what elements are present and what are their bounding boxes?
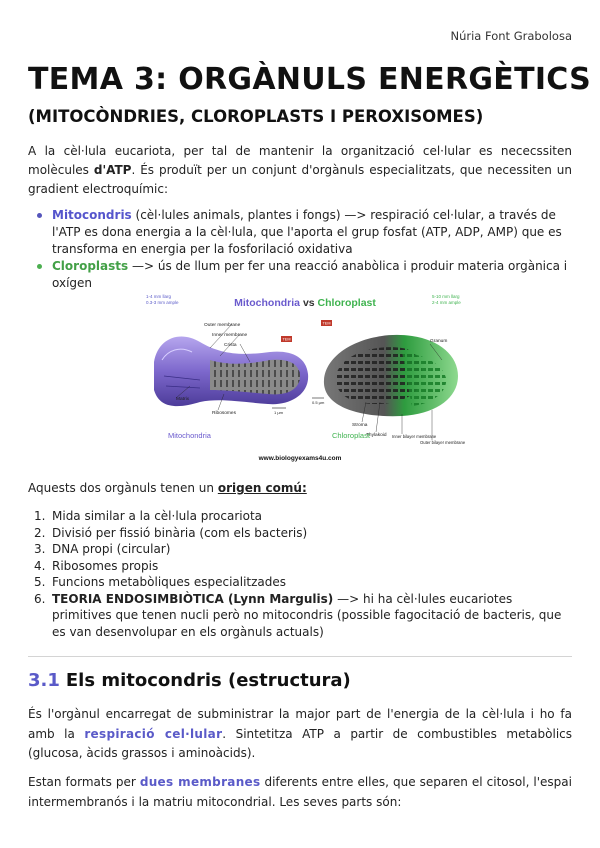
chloro-size-note-1: 5-10 mm llarg [432, 294, 460, 299]
list-number: 1. [34, 509, 46, 523]
organelle-bullet-list [28, 207, 572, 292]
paragraph-text: diferents entre elles, que separen el citosol, l'espai intermembranós i la matriu mitocondrial. Les seves parts són: [28, 775, 572, 809]
mitochondria-paragraph-2 [28, 773, 572, 812]
label-ribosomes: Ribosomes [212, 411, 236, 416]
label-outer-membrane: Outer membrane [204, 323, 241, 328]
author-name: Núria Font Grabolosa [450, 29, 572, 43]
tem-tag-chloro-label: TEM [322, 321, 331, 326]
intro-paragraph [28, 142, 572, 199]
caption-mitochondria: Mitochondria [168, 431, 211, 440]
list-number: 3. [34, 542, 46, 556]
chloro-size-note-2: 2-4 mm ample [432, 300, 461, 305]
bullet-dot-icon [37, 213, 42, 218]
caption-chloroplast: Chloroplast [332, 431, 370, 440]
label-granum: Granum [430, 339, 448, 344]
label-inner-membrane: Inner membrane [212, 333, 248, 338]
chloroplast-illustration [324, 335, 458, 416]
label-crista: Crista [224, 343, 237, 348]
list-item [28, 207, 572, 258]
list-item [28, 525, 572, 542]
common-origin-list [28, 508, 572, 640]
list-text: Mida similar a la cèl·lula procariota [52, 509, 263, 523]
page-title: TEMA 3: ORGÀNULS ENERGÈTICS [28, 62, 592, 97]
section-number: 3.1 [28, 670, 60, 691]
bullet-text: (cèl·lules animals, plantes i fongs) —> respiració cel·lular, a través de l'ATP es dona energia a la cèl·lula, que l'aporta el grup fosfat (ATP, ADP, AMP) que es transforma en energia per la fosforilació oxidativa [52, 208, 562, 256]
figure-website: www.biologyexams4u.com [258, 455, 342, 462]
list-item [28, 258, 572, 292]
bullet-dot-icon [37, 264, 42, 269]
paragraph-text: És l'orgànul encarregat de subministrar la major part de l'energia de la cèl·lula i ho fa amb la [28, 707, 572, 741]
paragraph-text: Estan formats per [28, 775, 140, 789]
intro-atp-bold: d'ATP [93, 163, 132, 177]
bullet-text: —> ús de llum per fer una reacció anabòlica i produir materia orgànica i oxígen [52, 259, 568, 290]
list-item [28, 508, 572, 525]
mitochondria-paragraph-1 [28, 705, 572, 764]
list-item [28, 558, 572, 575]
origin-paragraph [28, 479, 572, 498]
list-text: —> hi ha cèl·lules eucariotes primitives que tenen nucli però no mitocondris (possible fagocitació de bacteris, que es van desenvolupar en els orgànuls actuals) [52, 591, 562, 639]
scale-label-mito: 1 µm [274, 410, 283, 415]
list-text: DNA propi (circular) [52, 542, 171, 556]
section-heading [28, 670, 351, 691]
list-text: Funcions metabòliques especialitzades [52, 575, 287, 589]
list-text: Divisió per fissió binària (com els bacteris) [52, 525, 308, 540]
list-text: Ribosomes propis [52, 558, 159, 573]
mitochondria-vs-chloroplast-figure [140, 290, 470, 470]
section-title: Els mitocondris (estructura) [65, 670, 351, 691]
label-matrix: Matrix [176, 397, 190, 402]
label-outer-bilayer: Outer bilayer membrane [420, 440, 466, 445]
mitocondris-term: Mitocondris [52, 208, 132, 222]
list-number: 4. [34, 558, 46, 573]
paragraph-text: . Sintetitza ATP a partir de combustibles metabòlics (glucosa, àcids grassos i aminoàcids). [28, 726, 572, 760]
list-item [28, 574, 572, 591]
cloroplasts-term: Cloroplasts [52, 259, 129, 273]
intro-text-before: A la cèl·lula eucariota, per tal de mantenir la organització cel·lular es nececssiten molècules [28, 144, 572, 177]
intro-text-after: . És produït per un conjunt d'orgànuls especialitzats, que necessiten un gradient electroquímic: [28, 163, 573, 196]
mito-size-note-1: 1-4 mm llarg [146, 294, 172, 299]
label-thylakoid: Thylakoid [366, 433, 387, 438]
page-subtitle: (MITOCÒNDRIES, CLOROPLASTS I PEROXISOMES) [28, 107, 484, 126]
highlight-respiracio: respiració cel·lular [84, 726, 223, 741]
endosymbiotic-theory-bold: TEORIA ENDOSIMBIÒTICA (Lynn Margulis) [52, 591, 334, 606]
list-item [28, 591, 572, 641]
figure-title: Mitochondria vs Chloroplast [234, 297, 376, 309]
list-number: 5. [34, 575, 46, 589]
mito-size-note-2: 0.3-3 mm ample [146, 300, 179, 305]
list-number: 2. [34, 525, 46, 540]
tem-tag-mito-label: TEM [282, 337, 291, 342]
list-item [28, 541, 572, 558]
label-inner-bilayer: Inner bilayer membrane [392, 434, 437, 439]
highlight-dues-membranes: dues membranes [139, 775, 261, 789]
section-divider [28, 656, 572, 657]
origin-text: Aquests dos orgànuls tenen un [28, 481, 218, 495]
list-number: 6. [34, 591, 46, 606]
label-stroma: Stroma [352, 423, 368, 428]
origin-underlined: origen comú: [217, 481, 307, 495]
scale-label-chloro: 0.5 µm [312, 400, 325, 405]
